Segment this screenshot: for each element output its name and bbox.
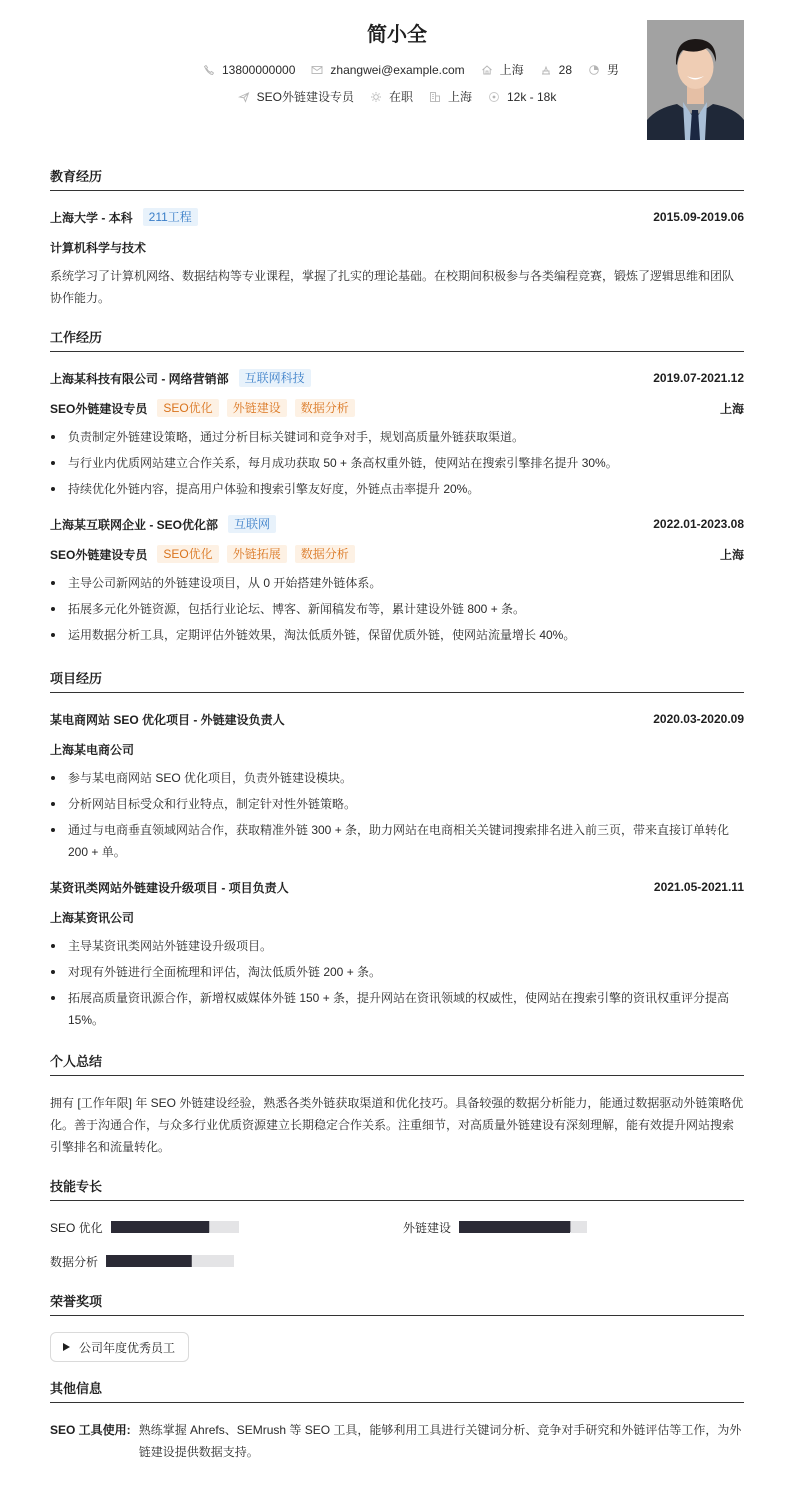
bullet-item: 拓展高质量资讯源合作，新增权威媒体外链 150 + 条，提升网站在资讯领域的权威性，使网站在搜索引擎的资讯权重评分提高 15%。 xyxy=(50,987,744,1031)
education-section xyxy=(50,168,744,309)
work-date: 2019.07-2021.12 xyxy=(653,371,744,385)
project-company: 上海某电商公司 xyxy=(50,742,135,757)
mail-icon xyxy=(311,64,323,76)
major-name: 计算机科学与技术 xyxy=(50,240,147,255)
education-description: 系统学习了计算机网络、数据结构等专业课程，掌握了扎实的理论基础。在校期间积极参与各类编程竞赛，锻炼了逻辑思维和团队协作能力。 xyxy=(50,269,735,305)
profile-photo xyxy=(647,20,744,140)
summary-text: 拥有 [工作年限] 年 SEO 外链建设经验，熟悉各类外链获取渠道和优化技巧。具备较强的数据分析能力，能通过数据驱动外链策略优化。善于沟通合作，与众多行业优质资源建立长期稳定合作关系。注重细节，对高质量外链建设有深刻理解，能有效提升网站搜索引擎排名和流量转化。 xyxy=(50,1096,744,1154)
work-location: 上海 xyxy=(719,401,744,416)
project-item xyxy=(50,709,744,863)
bullet-item: 持续优化外链内容，提高用户体验和搜索引擎友好度，外链点击率提升 20%。 xyxy=(50,478,744,500)
bullet-item: 主导公司新网站的外链建设项目，从 0 开始搭建外链体系。 xyxy=(50,572,744,594)
bullet-item: 参与某电商网站 SEO 优化项目，负责外链建设模块。 xyxy=(50,767,744,789)
contact-row-1 xyxy=(50,61,744,78)
honor-label: 公司年度优秀员工 xyxy=(79,1340,176,1355)
skill-item xyxy=(403,1217,756,1237)
school-name: 上海大学 - 本科 xyxy=(50,210,133,225)
contact-email: zhangwei@example.com xyxy=(311,63,464,77)
bullet-item: 负责制定外链建设策略，通过分析目标关键词和竞争对手，规划高质量外链获取渠道。 xyxy=(50,426,744,448)
project-company-row xyxy=(50,907,744,927)
industry-tag: 互联网 xyxy=(228,515,276,533)
section-title-education: 教育经历 xyxy=(50,168,744,191)
expand-triangle-icon xyxy=(63,1343,70,1351)
project-name: 某电商网站 SEO 优化项目 - 外链建设负责人 xyxy=(50,712,285,727)
age-icon xyxy=(540,64,552,76)
candidate-name: 简小全 xyxy=(367,24,427,46)
contact-work-city: 上海 xyxy=(429,88,472,105)
work-item-header xyxy=(50,368,744,388)
skill-item xyxy=(50,1251,403,1271)
work-date: 2022.01-2023.08 xyxy=(653,517,744,531)
bullet-item: 与行业内优质网站建立合作关系，每月成功获取 50 + 条高权重外链，使网站在搜索引擎排名提升 30%。 xyxy=(50,452,744,474)
bullet-item: 运用数据分析工具，定期评估外链效果，淘汰低质外链，保留优质外链，使网站流量增长 40%。 xyxy=(50,624,744,646)
bullet-item: 主导某资讯类网站外链建设升级项目。 xyxy=(50,935,744,957)
status-icon xyxy=(370,91,382,103)
education-major-row xyxy=(50,237,744,257)
project-company: 上海某资讯公司 xyxy=(50,910,135,925)
work-bullets xyxy=(50,572,744,646)
project-item-header xyxy=(50,709,744,729)
skill-tag: SEO优化 xyxy=(157,399,218,417)
contact-phone: 13800000000 xyxy=(203,63,295,77)
honor-item-toggle[interactable] xyxy=(50,1332,189,1362)
section-title-skills: 技能专长 xyxy=(50,1178,744,1201)
salary-icon xyxy=(488,91,500,103)
skill-tag: SEO优化 xyxy=(157,545,218,563)
company-name: 上海某互联网企业 - SEO优化部 xyxy=(50,517,219,532)
summary-section xyxy=(50,1053,744,1158)
skill-tag: 外链拓展 xyxy=(227,545,287,563)
other-info-key: SEO 工具使用: xyxy=(50,1423,131,1437)
work-bullets xyxy=(50,426,744,500)
bullet-item: 拓展多元化外链资源，包括行业论坛、博客、新闻稿发布等，累计建设外链 800 + 条。 xyxy=(50,598,744,620)
skills-grid xyxy=(50,1217,744,1271)
project-name: 某资讯类网站外链建设升级项目 - 项目负责人 xyxy=(50,880,289,895)
skill-bar-fill xyxy=(111,1221,210,1233)
skill-bar-fill xyxy=(106,1255,192,1267)
other-info-value: 熟练掌握 Ahrefs、SEMrush 等 SEO 工具，能够利用工具进行关键词分析、竞争对手研究和外链评估等工作，为外链建设提供数据支持。 xyxy=(138,1423,742,1459)
project-date: 2020.03-2020.09 xyxy=(653,712,744,726)
other-info-row xyxy=(50,1419,744,1463)
contact-gender: 男 xyxy=(588,61,619,78)
skill-bar xyxy=(106,1255,234,1267)
skill-label: 数据分析 xyxy=(50,1254,99,1269)
work-location: 上海 xyxy=(719,547,744,562)
section-title-summary: 个人总结 xyxy=(50,1053,744,1076)
contact-salary: 12k - 18k xyxy=(488,90,556,104)
skill-bar-fill xyxy=(459,1221,570,1233)
home-icon xyxy=(481,64,493,76)
bullet-item: 通过与电商垂直领域网站合作，获取精准外链 300 + 条，助力网站在电商相关关键词搜索排名进入前三页，带来直接订单转化 200 + 单。 xyxy=(50,819,744,863)
role-name: SEO外链建设专员 xyxy=(50,401,148,416)
project-item-header xyxy=(50,877,744,897)
skill-tag: 数据分析 xyxy=(295,545,355,563)
other-section xyxy=(50,1380,744,1463)
work-section xyxy=(50,329,744,646)
project-date: 2021.05-2021.11 xyxy=(653,880,744,894)
skill-item xyxy=(50,1217,403,1237)
honors-section xyxy=(50,1293,744,1362)
education-item-header xyxy=(50,207,744,227)
project-item xyxy=(50,877,744,1031)
company-name: 上海某科技有限公司 - 网络营销部 xyxy=(50,371,229,386)
section-title-other: 其他信息 xyxy=(50,1380,744,1403)
industry-tag: 互联网科技 xyxy=(239,369,311,387)
role-name: SEO外链建设专员 xyxy=(50,547,148,562)
skill-tag: 数据分析 xyxy=(295,399,355,417)
contact-position: SEO外链建设专员 xyxy=(238,88,354,105)
skill-tag: 外链建设 xyxy=(227,399,287,417)
contact-age: 28 xyxy=(540,63,572,77)
work-role-row xyxy=(50,544,744,564)
phone-icon xyxy=(203,64,215,76)
project-bullets xyxy=(50,767,744,863)
skill-bar xyxy=(459,1221,587,1233)
section-title-projects: 项目经历 xyxy=(50,670,744,693)
school-tag: 211工程 xyxy=(143,208,198,226)
contact-status: 在职 xyxy=(370,88,413,105)
education-date: 2015.09-2019.06 xyxy=(653,210,744,224)
bullet-item: 对现有外链进行全面梳理和评估，淘汰低质外链 200 + 条。 xyxy=(50,961,744,983)
project-company-row xyxy=(50,739,744,759)
contact-row-2 xyxy=(50,88,744,105)
portrait-image xyxy=(647,20,744,140)
work-item-header xyxy=(50,514,744,534)
project-bullets xyxy=(50,935,744,1031)
contact-city: 上海 xyxy=(481,61,524,78)
skill-label: SEO 优化 xyxy=(50,1220,103,1235)
skill-label: 外链建设 xyxy=(403,1220,452,1235)
send-icon xyxy=(238,91,250,103)
resume-header xyxy=(50,0,744,160)
projects-section xyxy=(50,670,744,1031)
bullet-item: 分析网站目标受众和行业特点，制定针对性外链策略。 xyxy=(50,793,744,815)
work-item xyxy=(50,368,744,500)
gender-icon xyxy=(588,64,600,76)
work-role-row xyxy=(50,398,744,418)
section-title-work: 工作经历 xyxy=(50,329,744,352)
section-title-honors: 荣誉奖项 xyxy=(50,1293,744,1316)
skill-bar xyxy=(111,1221,239,1233)
building-icon xyxy=(429,91,441,103)
skills-section xyxy=(50,1178,744,1271)
work-item xyxy=(50,514,744,646)
